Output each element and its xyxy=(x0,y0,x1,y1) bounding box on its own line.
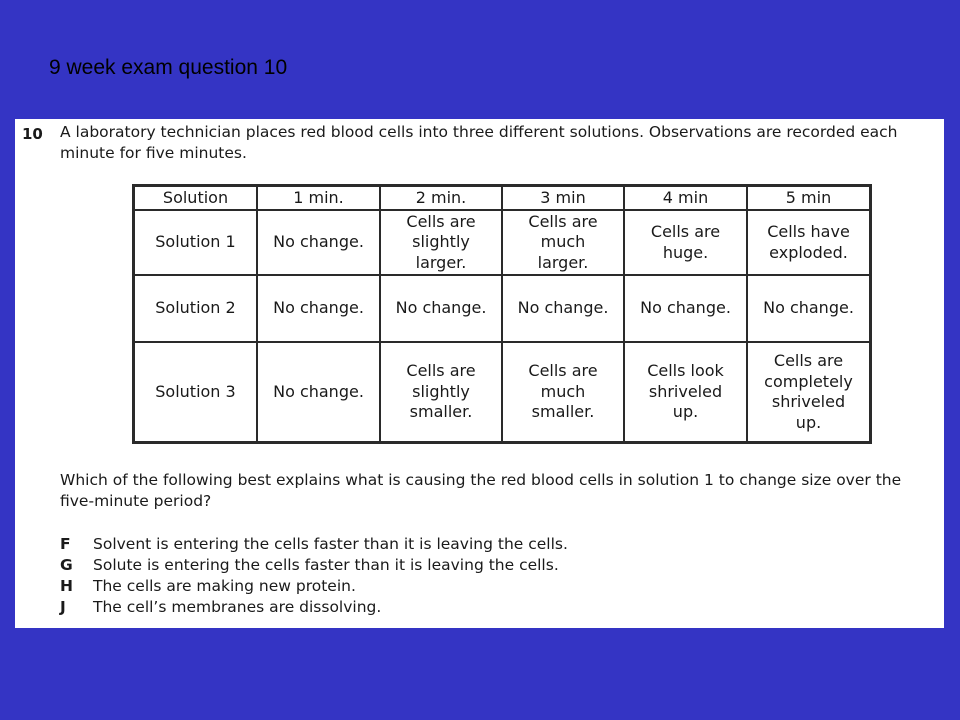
table-row xyxy=(134,275,871,342)
choice-letter: F xyxy=(60,535,71,553)
header-solution: Solution xyxy=(134,186,258,211)
table-cell: Cells are much larger. xyxy=(502,210,624,275)
question-panel xyxy=(15,119,944,628)
table-cell: No change. xyxy=(624,275,747,342)
choice-text: Solvent is entering the cells faster than it is leaving the cells. xyxy=(93,535,568,553)
table-cell: No change. xyxy=(257,210,380,275)
table-cell: No change. xyxy=(380,275,502,342)
table-row xyxy=(134,210,871,275)
answer-choice-g[interactable] xyxy=(60,555,568,576)
question-stem: A laboratory technician places red blood cells into three different solutions. Observations are recorded each minute for five minutes. xyxy=(60,123,898,162)
choice-text: Solute is entering the cells faster than it is leaving the cells. xyxy=(93,556,559,574)
table-cell: No change. xyxy=(257,275,380,342)
table-header-row xyxy=(134,186,871,211)
table-cell: Solution 1 xyxy=(134,210,258,275)
header-2-min: 2 min. xyxy=(380,186,502,211)
question-number: 10 xyxy=(22,125,43,143)
table-cell: No change. xyxy=(747,275,871,342)
table-cell: Cells are huge. xyxy=(624,210,747,275)
header-4-min: 4 min xyxy=(624,186,747,211)
header-3-min: 3 min xyxy=(502,186,624,211)
table-cell: Cells are slightly smaller. xyxy=(380,342,502,443)
table-row xyxy=(134,342,871,443)
slide-title: 9 week exam question 10 xyxy=(49,56,288,79)
choice-letter: G xyxy=(60,556,73,574)
table-cell: Cells are much smaller. xyxy=(502,342,624,443)
table-cell: Cells have exploded. xyxy=(747,210,871,275)
table-cell: Solution 3 xyxy=(134,342,258,443)
answer-choices xyxy=(60,534,568,618)
question-prompt: Which of the following best explains what is causing the red blood cells in solution 1 to change size over the five-minute period? xyxy=(60,471,902,510)
choice-text: The cell’s membranes are dissolving. xyxy=(93,598,382,616)
table-cell: Solution 2 xyxy=(134,275,258,342)
header-1-min: 1 min. xyxy=(257,186,380,211)
table-cell: No change. xyxy=(257,342,380,443)
choice-text: The cells are making new protein. xyxy=(93,577,356,595)
header-5-min: 5 min xyxy=(747,186,871,211)
choice-letter: J xyxy=(60,598,66,616)
answer-choice-j[interactable] xyxy=(60,597,568,618)
choice-letter: H xyxy=(60,577,73,595)
table-cell: Cells are completely shriveled up. xyxy=(747,342,871,443)
table-cell: Cells are slightly larger. xyxy=(380,210,502,275)
table-cell: Cells look shriveled up. xyxy=(624,342,747,443)
table-cell: No change. xyxy=(502,275,624,342)
answer-choice-f[interactable] xyxy=(60,534,568,555)
answer-choice-h[interactable] xyxy=(60,576,568,597)
observations-table xyxy=(132,184,872,444)
